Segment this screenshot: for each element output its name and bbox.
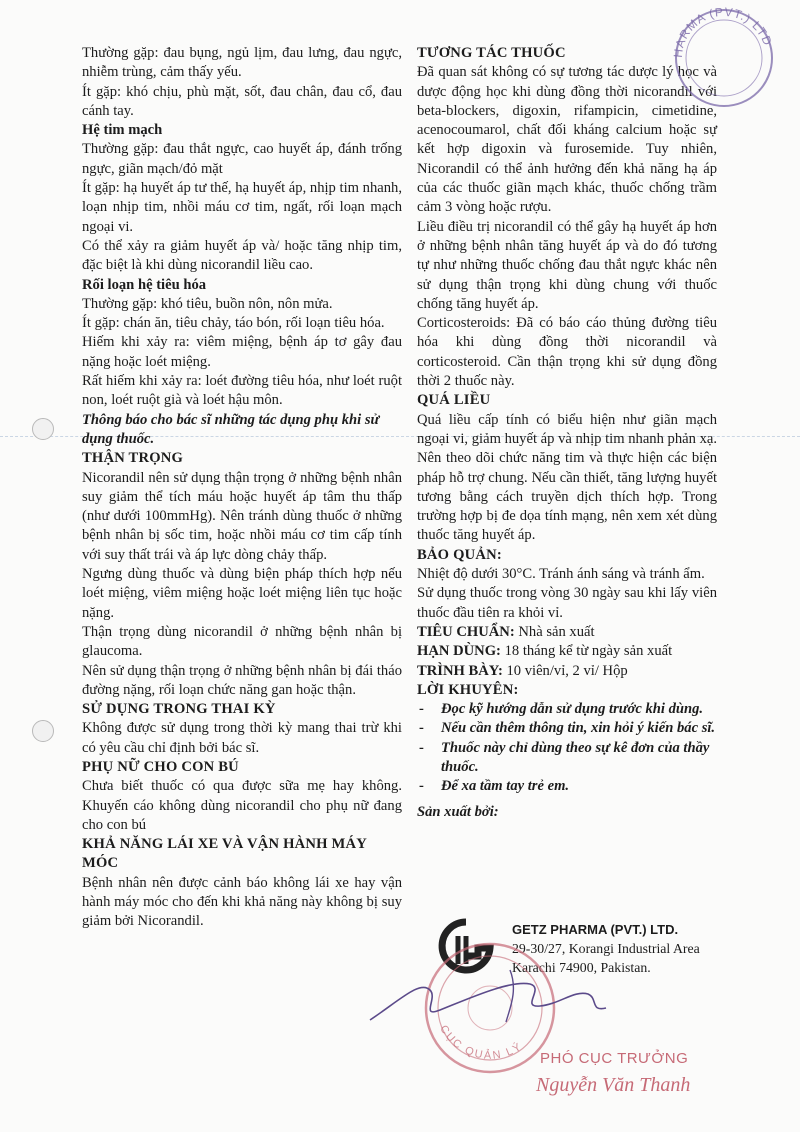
paragraph: Thận trọng dùng nicorandil ở những bệnh nhân bị glaucoma.	[82, 623, 402, 660]
advice-item: - Nếu cần thêm thông tin, xin hỏi ý kiến bác sĩ.	[419, 720, 716, 737]
paragraph: Hiếm khi xảy ra: viêm miệng, bệnh áp tơ gây đau nặng hoặc loét miệng.	[82, 334, 402, 370]
advice-text: Nếu cần thêm thông tin, xin hỏi ý kiến bác sĩ.	[441, 720, 716, 737]
stamp-title: PHÓ CỤC TRƯỞNG	[540, 1050, 689, 1067]
section-heading: QUÁ LIỀU	[417, 392, 491, 409]
paragraph: Chưa biết thuốc có qua được sữa mẹ hay không. Khuyến cáo không dùng nicorandil cho phụ nữ đang cho con bú	[82, 778, 402, 833]
notice-text: Thông báo cho bác sĩ những tác dụng phụ khi sử dụng thuốc.	[82, 411, 380, 447]
advice-text: Để xa tầm tay trẻ em.	[441, 778, 570, 795]
paragraph: Sử dụng thuốc trong vòng 30 ngày sau khi lấy viên thuốc đầu tiên ra khỏi vỉ.	[417, 585, 717, 621]
standard-line	[417, 623, 717, 642]
manufacturer-label: Sản xuất bởi:	[417, 803, 499, 820]
punch-hole	[32, 418, 54, 440]
paragraph: Liều điều trị nicorandil có thể gây hạ huyết áp hơn ở những bệnh nhân tăng huyết áp và do đó tương tự như những thuốc chống đau thắt ngực khác nên sử dụng thận trọng khi dùng chung với thuốc chống tăng huyết áp.	[417, 218, 717, 312]
advice-item: - Thuốc này chỉ dùng theo sự kê đơn của thầy thuốc.	[419, 739, 710, 775]
stamp-text: HARMA (PVT.) LTD	[670, 6, 775, 59]
paragraph: Không được sử dụng trong thời kỳ mang thai trừ khi có yêu cầu chỉ định bởi bác sĩ.	[82, 720, 402, 756]
section-heading: TƯƠNG TÁC THUỐC	[417, 45, 566, 61]
section-heading: Rối loạn hệ tiêu hóa	[82, 276, 207, 293]
address-line: Karachi 74900, Pakistan.	[512, 960, 651, 975]
advice-item: - Để xa tầm tay trẻ em.	[419, 778, 570, 795]
paragraph: Thường gặp: đau bụng, ngủ lịm, đau lưng, đau ngực, nhiễm trùng, cảm thấy yếu.	[82, 45, 402, 81]
section-heading: BẢO QUẢN:	[417, 546, 502, 563]
standard-value: Nhà sản xuất	[514, 623, 595, 640]
section-heading: SỬ DỤNG TRONG THAI KỲ	[82, 701, 276, 718]
paragraph: Thường gặp: khó tiêu, buồn nôn, nôn mửa.	[82, 295, 333, 312]
paragraph: Có thể xảy ra giảm huyết áp và/ hoặc tăng nhịp tim, đặc biệt là khi dùng nicorandil liều cao.	[82, 237, 402, 274]
right-column	[417, 44, 717, 822]
paragraph: Nên sử dụng thận trọng ở những bệnh nhân bị đái tháo đường nặng, rối loạn chức năng gan hoặc thận.	[82, 662, 402, 698]
section-heading: PHỤ NỮ CHO CON BÚ	[82, 758, 239, 775]
advice-text: Đọc kỹ hướng dẫn sử dụng trước khi dùng.	[441, 701, 704, 718]
address-line: 29-30/27, Korangi Industrial Area	[512, 941, 700, 956]
paragraph: Ít gặp: hạ huyết áp tư thế, hạ huyết áp, nhịp tim nhanh, loạn nhịp tim, nhồi máu cơ tim, ngất, rối loạn mạch ngoại vi.	[82, 180, 402, 235]
paragraph: Quá liều cấp tính có biểu hiện như giãn mạch ngoại vi, giảm huyết áp và nhịp tim nhanh phản xạ. Nên theo dõi chức năng tim và thực hiện các biện pháp hỗ trợ chung. Nếu cần thiết, tăng lượng huyết tương bằng cách truyền dịch thích hợp. Trong trường hợp bị đe dọa tính mạng, nên xem xét dùng thuốc tăng huyết áp.	[417, 411, 717, 544]
advice-text: Thuốc này chỉ dùng theo sự kê đơn của thầy thuốc.	[441, 739, 710, 775]
advice-list	[417, 700, 717, 796]
paragraph: Thường gặp: đau thắt ngực, cao huyết áp, đánh trống ngực, giãn mạch/đỏ mặt	[82, 141, 402, 177]
punch-hole	[32, 720, 54, 742]
presentation-value: 10 viên/vỉ, 2 vỉ/ Hộp	[502, 662, 628, 679]
expiry-line	[417, 642, 717, 661]
section-heading: LỜI KHUYÊN:	[417, 681, 519, 698]
paragraph: Nhiệt độ dưới 30°C. Tránh ánh sáng và tránh ẩm.	[417, 566, 705, 583]
paragraph: Rất hiếm khi xảy ra: loét đường tiêu hóa, như loét ruột non, loét ruột già và loét hậu môn.	[82, 373, 402, 409]
expiry-value: 18 tháng kể từ ngày sản xuất	[500, 643, 673, 660]
left-column	[82, 44, 402, 932]
paragraph: Đã quan sát không có sự tương tác dược lý học và dược động học khi dùng đồng thời nicorandil với beta-blockers, digoxin, rifampicin, cimetidine, acenocoumarol, chất đối kháng calcium hoặc sự kết hợp digoxin và furosemide. Tuy nhiên, Nicorandil có thể ảnh hưởng đến khả năng hạ áp của các thuốc giãn mạch khác, thuốc chống trầm cảm 3 vòng hoặc rượu.	[417, 64, 717, 216]
presentation-label: TRÌNH BÀY:	[417, 662, 503, 679]
paragraph: Nicorandil nên sử dụng thận trọng ở những bệnh nhân suy giảm thể tích máu hoặc huyết áp tâm thu thấp (như dưới 100mmHg). Nên tránh dùng thuốc ở những bệnh nhân bị sốc tim, hoặc nhồi máu cơ tim cấp tính với suy thất trái và áp lực dòng chảy thấp.	[82, 469, 402, 563]
seal-text: CỤC QUẢN LÝ	[437, 1023, 525, 1062]
stamp-name: Nguyễn Văn Thanh	[536, 1074, 691, 1096]
presentation-line	[417, 662, 717, 681]
paragraph: Ít gặp: khó chịu, phù mặt, sốt, đau chân, đau cổ, đau cánh tay.	[82, 83, 402, 119]
paragraph: Bệnh nhân nên được cảnh báo không lái xe hay vận hành máy móc cho đến khi khả năng này không bị suy giảm bởi Nicorandil.	[82, 874, 402, 930]
expiry-label: HẠN DÙNG:	[417, 643, 501, 660]
standard-label: TIÊU CHUẨN:	[417, 623, 515, 640]
paragraph: Corticosteroids: Đã có báo cáo thủng đường tiêu hóa khi dùng đồng thời nicorandil và corticosteroid. Cần thận trọng khi sử dụng đồng thời 2 thuốc này.	[417, 315, 717, 390]
advice-item: - Đọc kỹ hướng dẫn sử dụng trước khi dùng.	[419, 701, 704, 718]
section-heading: Hệ tim mạch	[82, 122, 163, 139]
company-name: GETZ PHARMA (PVT.) LTD.	[512, 922, 679, 937]
paragraph: Ngưng dùng thuốc và dùng biện pháp thích hợp nếu loét miệng, viêm miệng hoặc loét miệng liên tục hoặc nặng.	[82, 566, 402, 621]
section-heading: THẬN TRỌNG	[82, 450, 184, 467]
company-stamp	[638, 6, 778, 126]
paragraph: Ít gặp: chán ăn, tiêu chảy, táo bón, rối loạn tiêu hóa.	[82, 315, 385, 332]
section-heading: KHẢ NĂNG LÁI XE VÀ VẬN HÀNH MÁY MÓC	[82, 836, 367, 872]
signature	[360, 960, 620, 1040]
